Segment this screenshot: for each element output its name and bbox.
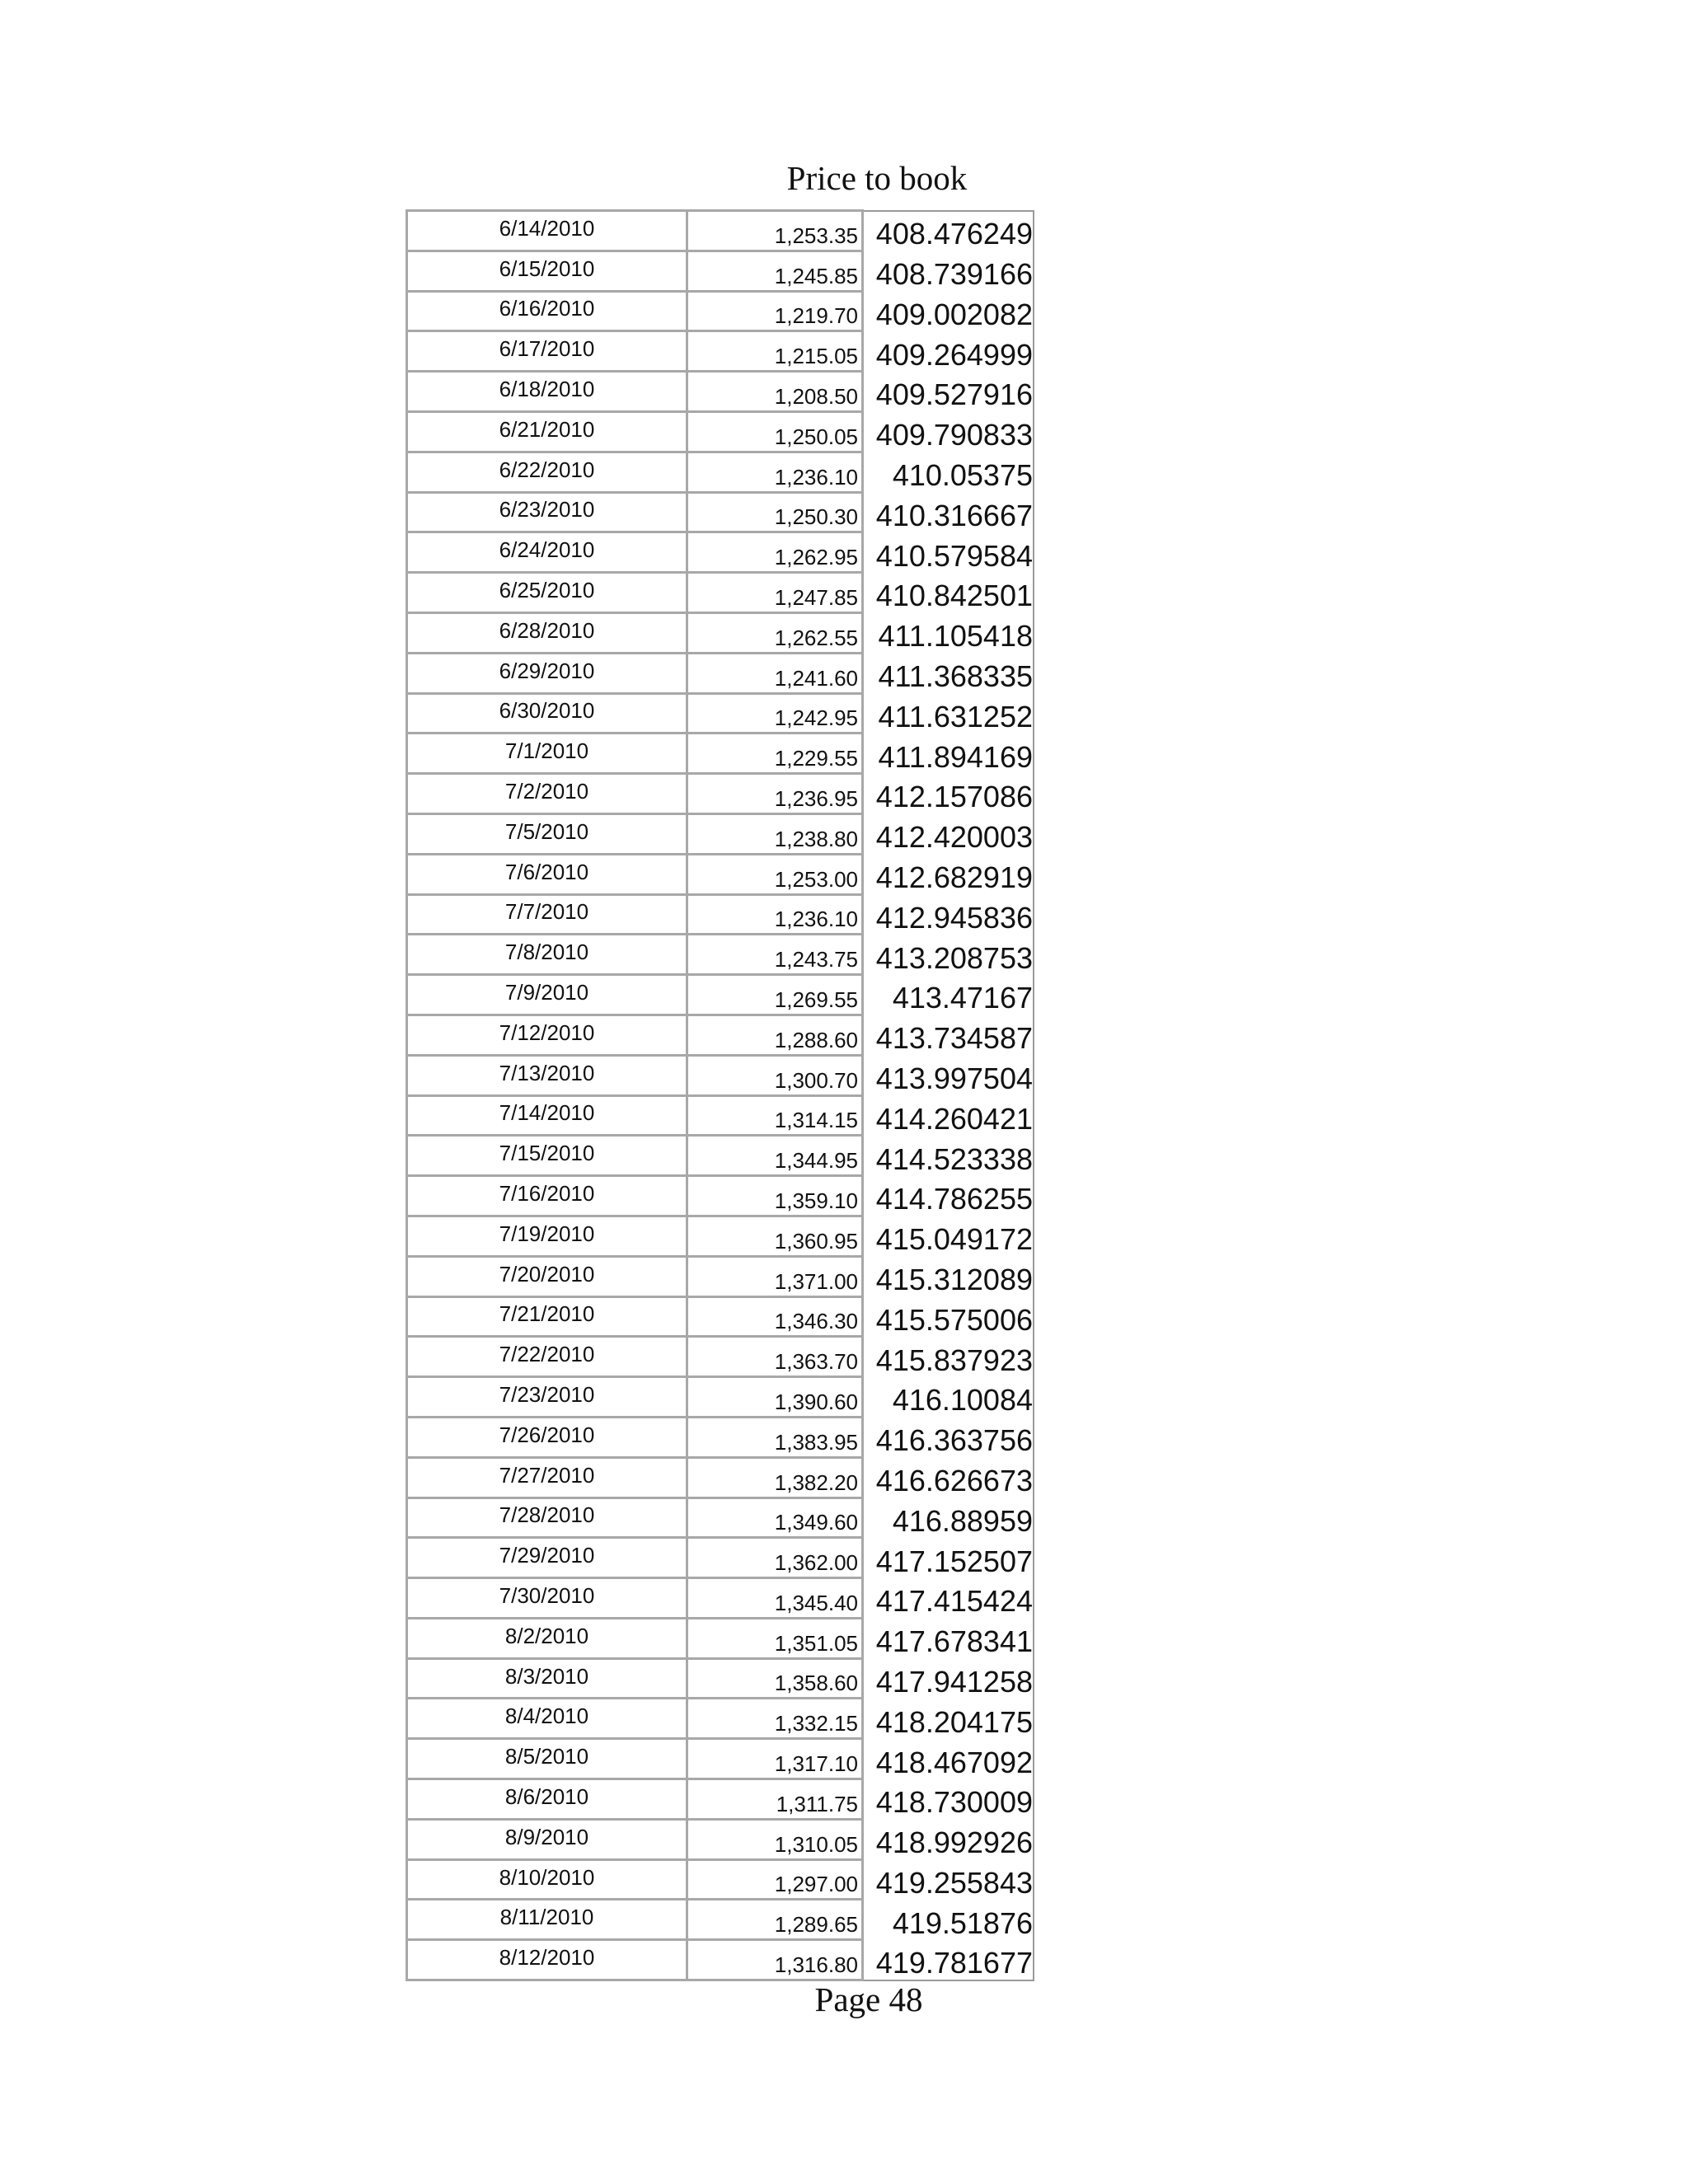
date-cell: 7/16/2010 (407, 1176, 687, 1216)
table-row (407, 612, 1034, 653)
ratio-cell: 410.579584 (875, 538, 1033, 573)
date-cell: 7/27/2010 (407, 1457, 687, 1497)
price-cell: 1,346.30 (687, 1296, 863, 1337)
date-cell: 7/19/2010 (407, 1216, 687, 1256)
ratio-cell: 409.002082 (875, 297, 1033, 331)
ratio-cell: 415.049172 (875, 1222, 1033, 1257)
price-cell: 1,297.00 (687, 1859, 863, 1900)
date-cell: 6/21/2010 (407, 411, 687, 452)
table-row (407, 975, 1034, 1015)
ratio-cell: 411.894169 (878, 739, 1033, 774)
date-cell: 7/22/2010 (407, 1337, 687, 1377)
table-row (407, 331, 1034, 372)
price-cell: 1,362.00 (687, 1538, 863, 1578)
ratio-cell: 415.575006 (875, 1302, 1033, 1337)
price-cell: 1,247.85 (687, 573, 863, 613)
ratio-cell: 408.476249 (875, 217, 1033, 251)
date-cell: 7/20/2010 (407, 1256, 687, 1296)
price-cell: 1,236.95 (687, 774, 863, 814)
price-table (406, 209, 1034, 1981)
ratio-cell: 419.51876 (892, 1905, 1033, 1940)
price-cell: 1,269.55 (687, 975, 863, 1015)
table-row (407, 1699, 1034, 1739)
table-row (407, 813, 1034, 854)
price-cell: 1,359.10 (687, 1176, 863, 1216)
date-cell: 6/28/2010 (407, 612, 687, 653)
ratio-cell: 416.88959 (892, 1503, 1033, 1538)
table-row (407, 854, 1034, 894)
table-row (407, 1578, 1034, 1619)
table-row (407, 532, 1034, 573)
ratio-cell: 418.992926 (875, 1825, 1033, 1860)
date-cell: 8/9/2010 (407, 1819, 687, 1859)
price-cell: 1,311.75 (687, 1779, 863, 1820)
ratio-cell: 414.786255 (875, 1182, 1033, 1216)
table-row (407, 1055, 1034, 1095)
price-cell: 1,332.15 (687, 1699, 863, 1739)
price-cell: 1,390.60 (687, 1377, 863, 1418)
date-cell: 8/4/2010 (407, 1699, 687, 1739)
price-cell: 1,358.60 (687, 1658, 863, 1699)
price-cell: 1,360.95 (687, 1216, 863, 1256)
ratio-cell: 411.368335 (878, 659, 1033, 694)
table-row (407, 1900, 1034, 1940)
ratio-cell: 417.941258 (875, 1664, 1033, 1699)
page-number: Page 48 (814, 1980, 923, 2018)
ratio-cell: 417.415424 (875, 1584, 1033, 1619)
date-cell: 7/14/2010 (407, 1095, 687, 1136)
table-row (407, 1940, 1034, 1980)
price-cell: 1,245.85 (687, 251, 863, 291)
date-cell: 7/15/2010 (407, 1136, 687, 1176)
date-cell: 7/23/2010 (407, 1377, 687, 1418)
price-cell: 1,262.55 (687, 612, 863, 653)
table-row (407, 573, 1034, 613)
price-cell: 1,219.70 (687, 291, 863, 331)
ratio-cell: 409.527916 (875, 377, 1033, 412)
price-cell: 1,243.75 (687, 935, 863, 975)
ratio-cell: 413.997504 (875, 1062, 1033, 1096)
table-row (407, 251, 1034, 291)
ratio-cell: 412.682919 (875, 860, 1033, 895)
ratio-cell: 418.467092 (875, 1745, 1033, 1779)
table-row (407, 291, 1034, 331)
date-cell: 7/2/2010 (407, 774, 687, 814)
price-cell: 1,289.65 (687, 1900, 863, 1940)
date-cell: 7/1/2010 (407, 733, 687, 774)
price-cell: 1,317.10 (687, 1739, 863, 1779)
table-row (407, 1377, 1034, 1418)
date-cell: 6/30/2010 (407, 693, 687, 733)
table-row (407, 211, 1034, 251)
date-cell: 6/17/2010 (407, 331, 687, 372)
ratio-cell: 419.781677 (875, 1945, 1033, 1980)
date-cell: 7/5/2010 (407, 813, 687, 854)
price-cell: 1,382.20 (687, 1457, 863, 1497)
price-cell: 1,345.40 (687, 1578, 863, 1619)
table-row (407, 935, 1034, 975)
date-cell: 8/10/2010 (407, 1859, 687, 1900)
date-cell: 7/26/2010 (407, 1417, 687, 1457)
ratio-cell: 410.316667 (875, 498, 1033, 532)
table-row (407, 1859, 1034, 1900)
date-cell: 6/14/2010 (407, 211, 687, 251)
price-cell: 1,262.95 (687, 532, 863, 573)
ratio-cell: 412.945836 (875, 900, 1033, 935)
date-cell: 7/7/2010 (407, 894, 687, 935)
price-cell: 1,208.50 (687, 372, 863, 412)
date-cell: 6/15/2010 (407, 251, 687, 291)
ratio-cell: 410.05375 (892, 458, 1033, 493)
table-row (407, 1337, 1034, 1377)
date-cell: 6/23/2010 (407, 492, 687, 532)
price-cell: 1,241.60 (687, 653, 863, 693)
price-cell: 1,371.00 (687, 1256, 863, 1296)
ratio-cell: 415.837923 (875, 1343, 1033, 1377)
price-cell: 1,253.35 (687, 211, 863, 251)
price-cell: 1,363.70 (687, 1337, 863, 1377)
ratio-cell: 408.739166 (875, 257, 1033, 292)
table-row (407, 1658, 1034, 1699)
price-cell: 1,253.00 (687, 854, 863, 894)
ratio-cell: 413.734587 (875, 1021, 1033, 1056)
table-row (407, 1538, 1034, 1578)
ratio-cell: 419.255843 (875, 1865, 1033, 1900)
ratio-cell: 411.631252 (878, 699, 1033, 733)
price-cell: 1,236.10 (687, 452, 863, 492)
table-body (407, 211, 1034, 1980)
table-row (407, 372, 1034, 412)
date-cell: 7/9/2010 (407, 975, 687, 1015)
date-cell: 7/30/2010 (407, 1578, 687, 1619)
table-row (407, 1136, 1034, 1176)
date-cell: 7/6/2010 (407, 854, 687, 894)
table-row (407, 1417, 1034, 1457)
table-row (407, 1819, 1034, 1859)
ratio-cell: 411.105418 (878, 619, 1033, 654)
table-row (407, 492, 1034, 532)
ratio-cell: 414.523338 (875, 1141, 1033, 1176)
price-cell: 1,314.15 (687, 1095, 863, 1136)
ratio-cell: 414.260421 (875, 1101, 1033, 1136)
date-cell: 6/22/2010 (407, 452, 687, 492)
date-cell: 7/21/2010 (407, 1296, 687, 1337)
date-cell: 6/29/2010 (407, 653, 687, 693)
ratio-cell: 412.157086 (875, 780, 1033, 814)
date-cell: 6/18/2010 (407, 372, 687, 412)
ratio-cell: 417.678341 (875, 1624, 1033, 1659)
price-cell: 1,250.30 (687, 492, 863, 532)
ratio-cell: 413.208753 (875, 940, 1033, 975)
price-cell: 1,215.05 (687, 331, 863, 372)
table-row (407, 1457, 1034, 1497)
price-cell: 1,229.55 (687, 733, 863, 774)
date-cell: 7/28/2010 (407, 1497, 687, 1538)
date-cell: 8/5/2010 (407, 1739, 687, 1779)
date-cell: 6/24/2010 (407, 532, 687, 573)
ratio-cell: 409.264999 (875, 337, 1033, 372)
table-row (407, 1095, 1034, 1136)
price-cell: 1,242.95 (687, 693, 863, 733)
ratio-cell: 413.47167 (892, 981, 1033, 1015)
price-cell: 1,236.10 (687, 894, 863, 935)
price-cell: 1,238.80 (687, 813, 863, 854)
table-row (407, 1176, 1034, 1216)
ratio-cell: 409.790833 (875, 418, 1033, 452)
ratio-cell: 416.363756 (875, 1423, 1033, 1458)
ratio-cell: 418.730009 (875, 1785, 1033, 1820)
table-row (407, 411, 1034, 452)
table-row (407, 1216, 1034, 1256)
date-cell: 6/16/2010 (407, 291, 687, 331)
ratio-cell: 416.626673 (875, 1464, 1033, 1497)
table-row (407, 894, 1034, 935)
table-row (407, 774, 1034, 814)
table-row (407, 693, 1034, 733)
date-cell: 8/11/2010 (407, 1900, 687, 1940)
date-cell: 8/12/2010 (407, 1940, 687, 1980)
price-cell: 1,316.80 (687, 1940, 863, 1980)
ratio-cell: 410.842501 (875, 579, 1033, 613)
ratio-cell: 417.152507 (875, 1544, 1033, 1578)
date-cell: 7/8/2010 (407, 935, 687, 975)
table-row (407, 1015, 1034, 1055)
price-cell: 1,344.95 (687, 1136, 863, 1176)
date-cell: 8/3/2010 (407, 1658, 687, 1699)
table-row (407, 1779, 1034, 1820)
table-row (407, 1618, 1034, 1658)
table-row (407, 1296, 1034, 1337)
table-row (407, 1739, 1034, 1779)
table-row (407, 653, 1034, 693)
price-cell: 1,351.05 (687, 1618, 863, 1658)
table-row (407, 733, 1034, 774)
ratio-cell: 412.420003 (875, 820, 1033, 855)
date-cell: 6/25/2010 (407, 573, 687, 613)
table-row (407, 1256, 1034, 1296)
price-cell: 1,310.05 (687, 1819, 863, 1859)
price-cell: 1,288.60 (687, 1015, 863, 1055)
price-cell: 1,300.70 (687, 1055, 863, 1095)
date-cell: 7/13/2010 (407, 1055, 687, 1095)
page-title: Price to book (786, 159, 968, 197)
price-cell: 1,250.05 (687, 411, 863, 452)
ratio-cell: 415.312089 (875, 1263, 1033, 1297)
table-row (407, 452, 1034, 492)
date-cell: 8/2/2010 (407, 1618, 687, 1658)
ratio-cell: 418.204175 (875, 1704, 1033, 1739)
table-row (407, 1497, 1034, 1538)
ratio-cell: 416.10084 (892, 1383, 1033, 1418)
price-cell: 1,349.60 (687, 1497, 863, 1538)
price-cell: 1,383.95 (687, 1417, 863, 1457)
date-cell: 8/6/2010 (407, 1779, 687, 1820)
date-cell: 7/12/2010 (407, 1015, 687, 1055)
date-cell: 7/29/2010 (407, 1538, 687, 1578)
